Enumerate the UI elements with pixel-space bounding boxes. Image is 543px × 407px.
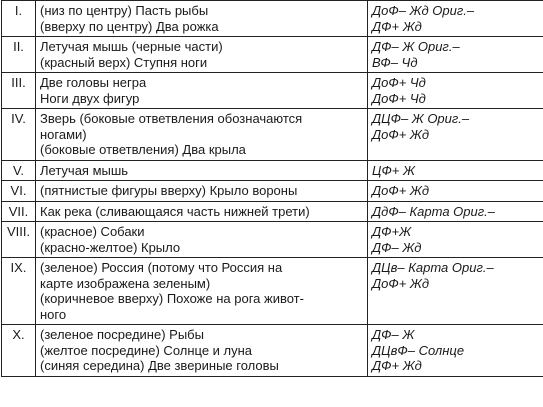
response-description bbox=[36, 160, 368, 181]
table-row bbox=[2, 160, 543, 181]
protocol-table bbox=[1, 0, 543, 377]
scoring-code bbox=[368, 1, 543, 37]
response-description bbox=[36, 222, 368, 258]
table-row bbox=[2, 325, 543, 377]
card-number: I. bbox=[2, 1, 36, 37]
card-number: IV. bbox=[2, 109, 36, 161]
code-line: ДФ+ Жд bbox=[372, 358, 422, 373]
response-description bbox=[36, 181, 368, 202]
table-row bbox=[2, 1, 543, 37]
code-line: ДФ+ Жд bbox=[372, 18, 422, 34]
response-description bbox=[36, 73, 368, 109]
response-description bbox=[36, 109, 368, 161]
card-number: III. bbox=[2, 73, 36, 109]
code-line: ДФ+Ж bbox=[372, 224, 411, 239]
card-number: IX. bbox=[2, 258, 36, 325]
description-line: (красное) Собаки bbox=[40, 224, 145, 239]
scoring-code bbox=[368, 181, 543, 202]
code-line: ДдФ– Карта Ориг.– bbox=[372, 203, 495, 219]
scoring-code bbox=[368, 325, 543, 377]
description-line: Зверь (боковые ответвления обозначаются bbox=[40, 111, 303, 126]
description-line: (пятнистые фигуры вверху) Крыло вороны bbox=[40, 183, 298, 198]
code-line: ДЦвФ– Солнце bbox=[372, 342, 465, 358]
description-line: (вверху по центру) Два рожка bbox=[40, 18, 219, 34]
description-line: ногами) bbox=[40, 126, 87, 142]
description-line: (зеленое) Россия (потому что Россия на bbox=[40, 260, 283, 275]
code-line: ДоФ+ Чд bbox=[372, 90, 426, 106]
code-line: ДФ– Ж bbox=[372, 327, 415, 342]
description-line: Летучая мышь (черные части) bbox=[40, 39, 223, 54]
response-description bbox=[36, 37, 368, 73]
table-row bbox=[2, 37, 543, 73]
description-line: (красно-желтое) Крыло bbox=[40, 239, 181, 255]
card-number: VII. bbox=[2, 201, 36, 222]
description-line: Две головы негра bbox=[40, 75, 147, 90]
description-line: (красный верх) Ступня ноги bbox=[40, 54, 208, 70]
protocol-table-body bbox=[2, 1, 543, 377]
description-line: (желтое посредине) Солнце и луна bbox=[40, 342, 253, 358]
description-line: (зеленое посредине) Рыбы bbox=[40, 327, 204, 342]
table-row bbox=[2, 222, 543, 258]
table-row bbox=[2, 181, 543, 202]
card-number: II. bbox=[2, 37, 36, 73]
scoring-code bbox=[368, 258, 543, 325]
table-row bbox=[2, 258, 543, 325]
code-line: ДоФ+ Жд bbox=[372, 126, 430, 142]
code-line: ДоФ+ Чд bbox=[372, 75, 426, 90]
scoring-code bbox=[368, 73, 543, 109]
description-line: (коричневое вверху) Похоже на рога живот- bbox=[40, 291, 304, 306]
table-row bbox=[2, 73, 543, 109]
card-number: VI. bbox=[2, 181, 36, 202]
description-line: ного bbox=[40, 306, 67, 322]
description-line: (низ по центру) Пасть рыбы bbox=[40, 3, 209, 18]
code-line: ДФ– Ж Ориг.– bbox=[372, 39, 460, 54]
description-line: (синяя середина) Две звериные головы bbox=[40, 358, 279, 373]
scoring-code bbox=[368, 109, 543, 161]
code-line: ВФ– Чд bbox=[372, 54, 418, 70]
scoring-code bbox=[368, 160, 543, 181]
scoring-code bbox=[368, 201, 543, 222]
code-line: ДЦФ– Ж Ориг.– bbox=[372, 111, 470, 126]
description-line: Ноги двух фигур bbox=[40, 90, 140, 106]
code-line: ДоФ– Жд Ориг.– bbox=[372, 3, 475, 18]
response-description bbox=[36, 1, 368, 37]
code-line: ДоФ+ Жд bbox=[372, 275, 430, 291]
scoring-code bbox=[368, 222, 543, 258]
card-number: X. bbox=[2, 325, 36, 377]
code-line: ДоФ+ Жд bbox=[372, 183, 430, 198]
response-description bbox=[36, 201, 368, 222]
response-description bbox=[36, 325, 368, 377]
description-line: карте изображена зеленым) bbox=[40, 275, 211, 291]
code-line: ДФ– Жд bbox=[372, 239, 422, 255]
code-line: ДЦв– Карта Ориг.– bbox=[372, 260, 494, 275]
scoring-code bbox=[368, 37, 543, 73]
description-line: (боковые ответвления) Два крыла bbox=[40, 142, 246, 157]
response-description bbox=[36, 258, 368, 325]
description-line: Как река (сливающаяся часть нижней трети) bbox=[40, 203, 310, 219]
table-row bbox=[2, 109, 543, 161]
code-line: ЦФ+ Ж bbox=[372, 162, 415, 178]
table-row bbox=[2, 201, 543, 222]
description-line: Летучая мышь bbox=[40, 162, 129, 178]
card-number: VIII. bbox=[2, 222, 36, 258]
card-number: V. bbox=[2, 160, 36, 181]
